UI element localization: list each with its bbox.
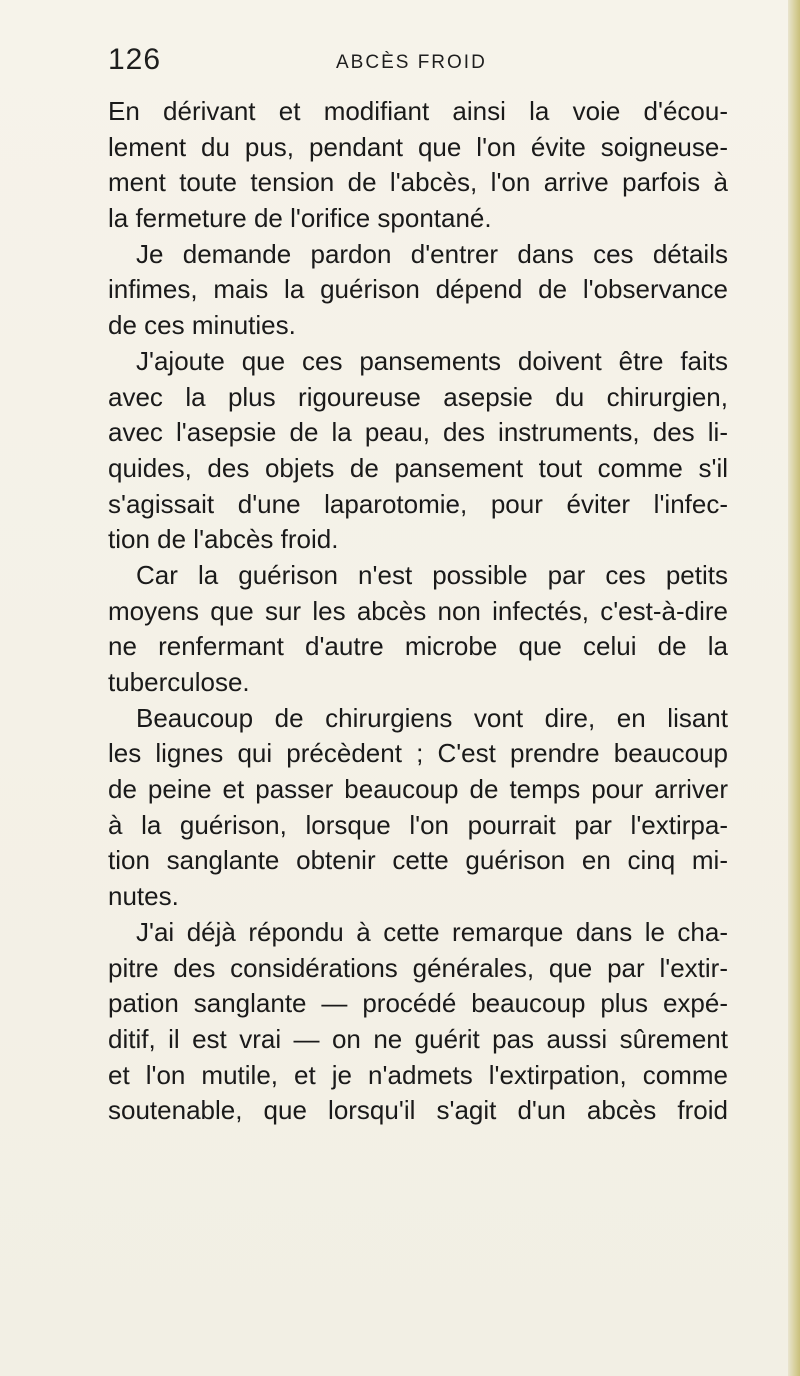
text-line: Je demande pardon d'entrer dans ces détails [136, 238, 728, 269]
text-line: de peine et passer beaucoup de temps pour arriver [108, 774, 728, 805]
text-line: s'agissait d'une laparotomie, pour éviter l'infec- [108, 488, 728, 519]
text-line: infimes, mais la guérison dépend de l'observance [108, 274, 728, 305]
text-line: ment toute tension de l'abcès, l'on arrive parfois à [108, 167, 728, 198]
text-line: nutes. [108, 881, 179, 912]
text-line: la fermeture de l'orifice spontané. [108, 203, 492, 234]
text-line: Beaucoup de chirurgiens vont dire, en lisant [136, 702, 728, 733]
text-line: moyens que sur les abcès non infectés, c'est-à-dire [108, 595, 728, 626]
text-line: J'ai déjà répondu à cette remarque dans le cha- [136, 916, 728, 947]
text-line: ditif, il est vrai — on ne guérit pas aussi sûrement [108, 1023, 728, 1054]
text-line: J'ajoute que ces pansements doivent être faits [136, 345, 728, 376]
text-line: Car la guérison n'est possible par ces petits [136, 559, 728, 590]
text-line: quides, des objets de pansement tout comme s'il [108, 452, 728, 483]
page-edge [788, 0, 800, 1376]
text-line: les lignes qui précèdent ; C'est prendre beaucoup [108, 738, 728, 769]
page-number: 126 [108, 43, 162, 76]
text-line: tion sanglante obtenir cette guérison en cinq mi- [108, 845, 728, 876]
text-line: avec l'asepsie de la peau, des instruments, des li- [108, 417, 728, 448]
text-line: de ces minuties. [108, 310, 296, 341]
body-text [108, 94, 728, 1129]
text-line: soutenable, que lorsqu'il s'agit d'un abcès froid [108, 1095, 728, 1126]
text-line: pitre des considérations générales, que par l'extir- [108, 952, 728, 983]
text-line: tuberculose. [108, 667, 250, 697]
page-header [108, 43, 748, 79]
text-line: ne renfermant d'autre microbe que celui de la [108, 631, 728, 662]
text-line: En dérivant et modifiant ainsi la voie d'écou- [108, 96, 728, 126]
text-line: avec la plus rigoureuse asepsie du chirurgien, [108, 381, 728, 412]
running-head: ABCÈS FROID [336, 52, 487, 73]
text-line: lement du pus, pendant que l'on évite soigneuse- [108, 131, 728, 162]
text-line: pation sanglante — procédé beaucoup plus expé- [108, 988, 728, 1019]
text-line: à la guérison, lorsque l'on pourrait par l'extirpa- [108, 809, 728, 840]
text-line: tion de l'abcès froid. [108, 524, 339, 555]
text-line: et l'on mutile, et je n'admets l'extirpation, comme [108, 1059, 728, 1090]
